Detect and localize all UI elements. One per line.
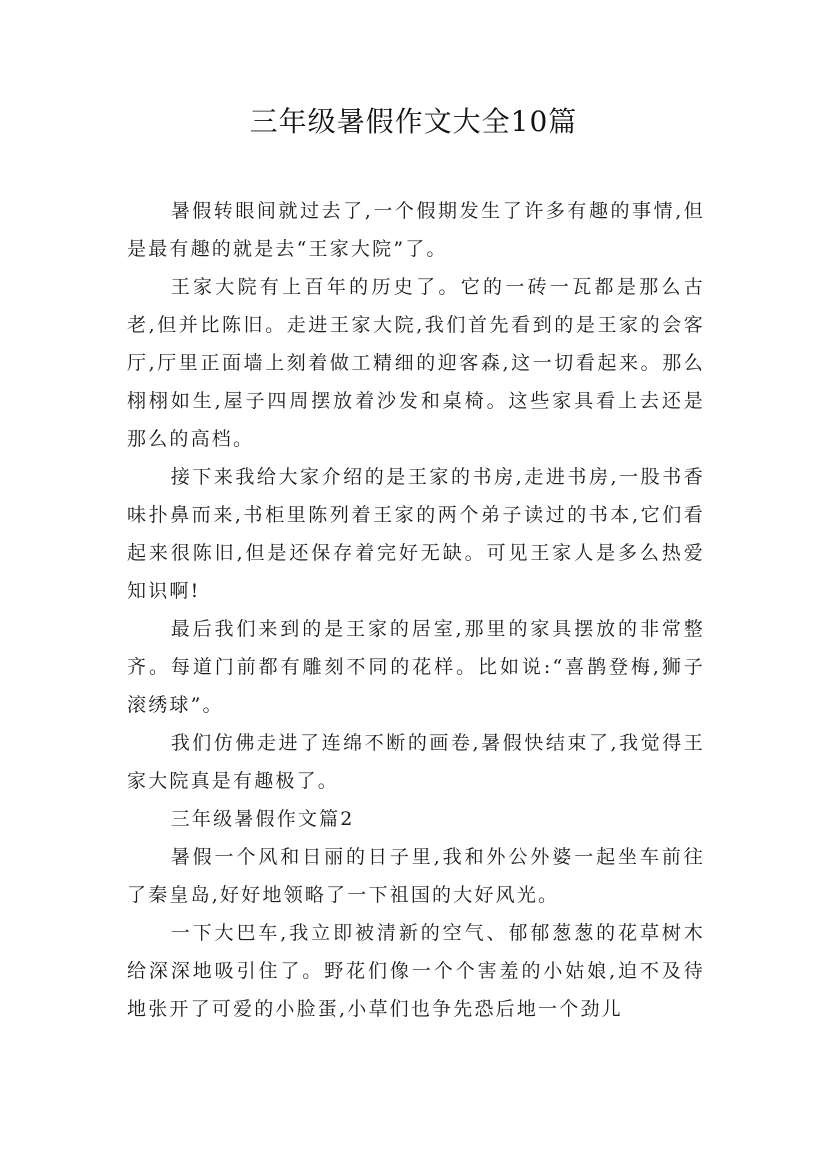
paragraph: 王家大院有上百年的历史了。它的一砖一瓦都是那么古老,但并比陈旧。走进王家大院,我们首先看到的是王家的会客厅,厅里正面墙上刻着做工精细的迎客森,这一切看起来。那么栩栩如生,屋子四周摆放着沙发和桌椅。这些家具看上去还是那么的高档。	[127, 276, 705, 450]
document-title: 三年级暑假作文大全10篇	[249, 105, 578, 138]
paragraph: 我们仿佛走进了连绵不断的画卷,暑假快结束了,我觉得王家大院真是有趣极了。	[127, 732, 705, 792]
section-heading: 三年级暑假作文篇2	[170, 808, 355, 830]
paragraph: 接下来我给大家介绍的是王家的书房,走进书房,一股书香味扑鼻而来,书柜里陈列着王家的两个弟子读过的书本,它们看起来很陈旧,但是还保存着完好无缺。可见王家人是多么热爱知识啊!	[127, 466, 705, 602]
paragraph: 暑假一个风和日丽的日子里,我和外公外婆一起坐车前往了秦皇岛,好好地领略了一下祖国的大好风光。	[127, 846, 705, 906]
paragraph: 最后我们来到的是王家的居室,那里的家具摆放的非常整齐。每道门前都有雕刻不同的花样。比如说:“喜鹊登梅,狮子滚绣球”。	[127, 618, 705, 716]
document-body	[127, 192, 705, 1028]
paragraph: 一下大巴车,我立即被清新的空气、郁郁葱葱的花草树木给深深地吸引住了。野花们像一个个害羞的小姑娘,迫不及待地张开了可爱的小脸蛋,小草们也争先恐后地一个劲儿	[127, 922, 705, 1020]
paragraph: 暑假转眼间就过去了,一个假期发生了许多有趣的事情,但是最有趣的就是去“王家大院”了。	[127, 200, 705, 260]
